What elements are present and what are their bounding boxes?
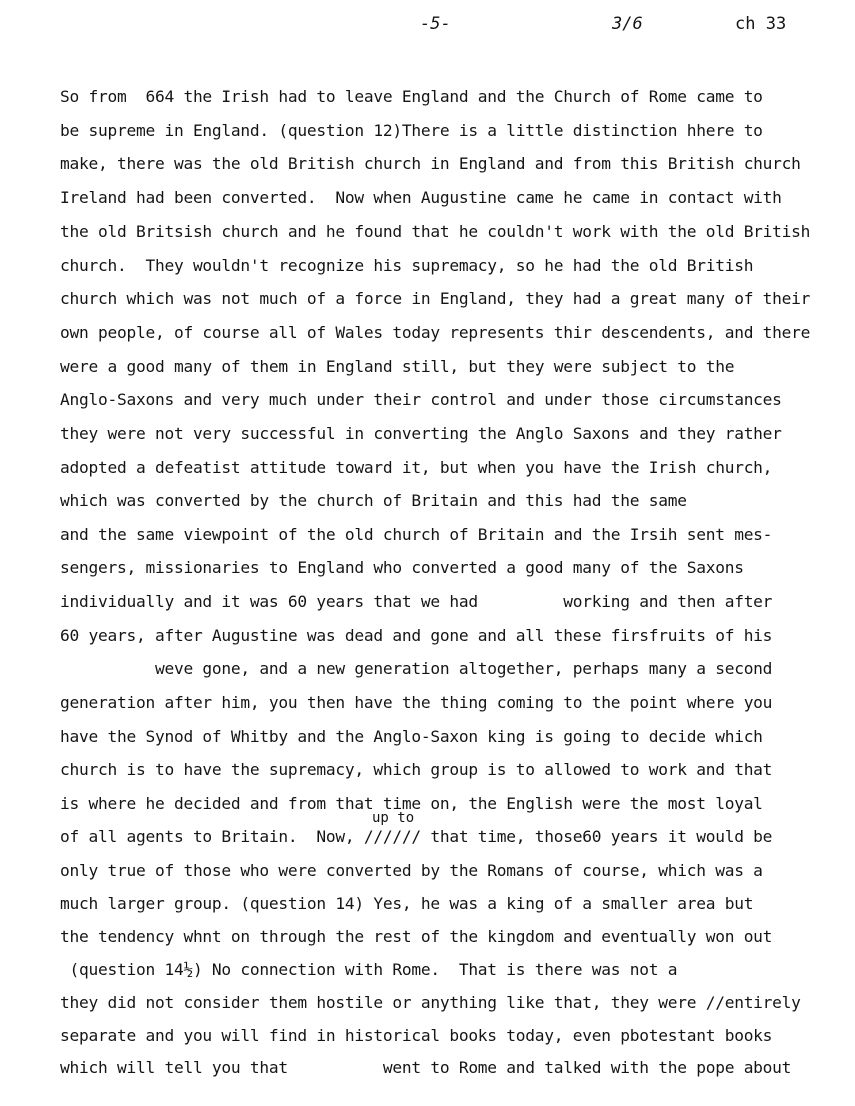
chapter-label: ch 33 xyxy=(735,14,787,34)
text-line: church. They wouldn't recognize his supremacy, so he had the old British xyxy=(60,256,754,275)
text-line: So from 664 the Irish had to leave England and the Church of Rome came to xyxy=(60,87,763,106)
text-line: be supreme in England. (question 12)There is a little distinction hhere to xyxy=(60,121,763,140)
page-number: -5- xyxy=(420,14,451,34)
text-line: and the same viewpoint of the old church of Britain and the Irsih sent mes- xyxy=(60,525,773,544)
text-line: Ireland had been converted. Now when Augustine came he came in contact with xyxy=(60,188,782,207)
text-line: were a good many of them in England still, but they were subject to the xyxy=(60,357,735,376)
text-line: the tendency whnt on through the rest of the kingdom and eventually won out xyxy=(60,927,773,946)
text-line: church is to have the supremacy, which group is to allowed to work and that xyxy=(60,760,773,779)
text-line: own people, of course all of Wales today represents thir descendents, and there xyxy=(60,323,811,342)
text-line: of all agents to Britain. Now, ////// that time, those60 years it would be xyxy=(60,827,773,846)
text-line: church which was not much of a force in England, they had a great many of their xyxy=(60,289,811,308)
text-line: have the Synod of Whitby and the Anglo-Saxon king is going to decide which xyxy=(60,727,763,746)
text-line: sengers, missionaries to England who converted a good many of the Saxons xyxy=(60,558,744,577)
text-line: generation after him, you then have the thing coming to the point where you xyxy=(60,693,773,712)
text-line: Anglo-Saxons and very much under their control and under those circumstances xyxy=(60,390,782,409)
text-line: which will tell you that went to Rome and talked with the pope about xyxy=(60,1058,792,1077)
text-line: the old Britsish church and he found that he couldn't work with the old British xyxy=(60,222,811,241)
text-line: adopted a defeatist attitude toward it, but when you have the Irish church, xyxy=(60,458,773,477)
text-line: separate and you will find in historical books today, even pbotestant books xyxy=(60,1026,773,1045)
text-line: much larger group. (question 14) Yes, he was a king of a smaller area but xyxy=(60,894,754,913)
page-date: 3/6 xyxy=(612,14,643,34)
text-line: which was converted by the church of Britain and this had the same xyxy=(60,491,687,510)
text-line: (question 14½) No connection with Rome. That is there was not a xyxy=(60,960,678,979)
text-line: they did not consider them hostile or anything like that, they were //entirely xyxy=(60,993,801,1012)
text-line: only true of those who were converted by the Romans of course, which was a xyxy=(60,861,763,880)
interlinear-note: up to xyxy=(372,810,415,826)
text-line: individually and it was 60 years that we had working and then after xyxy=(60,592,773,611)
text-line: 60 years, after Augustine was dead and gone and all these firsfruits of his xyxy=(60,626,773,645)
text-line: make, there was the old British church in England and from this British church xyxy=(60,154,801,173)
text-line: is where he decided and from that time on, the English were the most loyal xyxy=(60,794,763,813)
text-line: weve gone, and a new generation altogether, perhaps many a second xyxy=(60,659,773,678)
text-line: they were not very successful in converting the Anglo Saxons and they rather xyxy=(60,424,782,443)
